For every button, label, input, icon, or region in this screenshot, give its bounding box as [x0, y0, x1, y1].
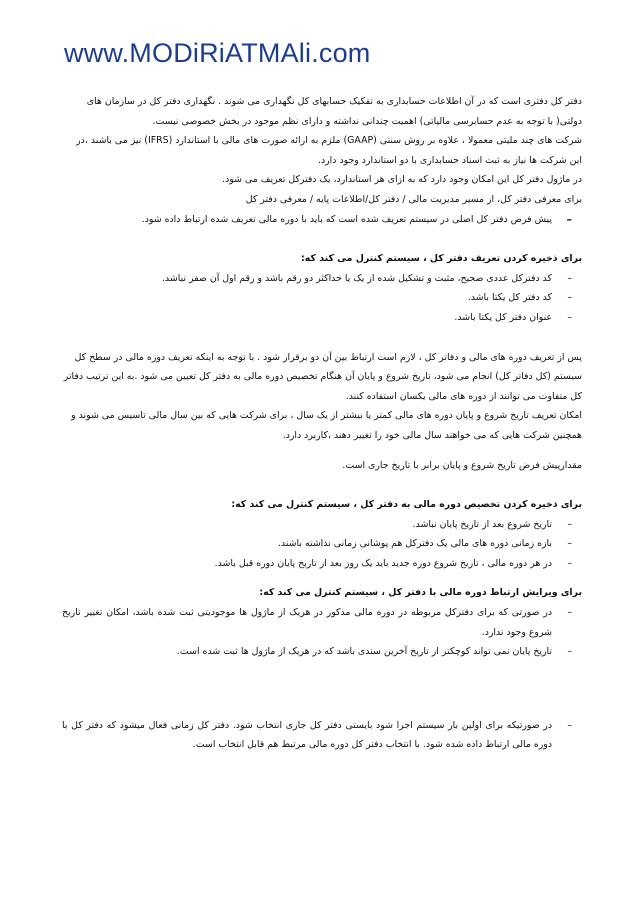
list-item — [62, 308, 582, 328]
list-item — [62, 288, 582, 308]
closing-note: در صورتیکه برای اولین بار سیستم اجرا شود بایستی دفتر کل جاری انتخاب شود. دفتر کل زمانی فعال میشود که دفتر کل با دوره مالی ارتباط داده شده شود. با انتخاب دفتر کل دوره مالی مرتبط هم قابل انتخاب است. — [62, 719, 552, 751]
bullet-dash-icon: – — [567, 311, 572, 323]
bullet-dash-icon: – — [567, 557, 572, 569]
bullet-dash-icon: – — [567, 538, 572, 550]
periods-line: کل متفاوت می توانند از دوره های مالی یکسان استفاده کنند. — [345, 390, 582, 402]
bullet-dash-icon: – — [566, 212, 572, 226]
define-checks-list — [62, 269, 582, 328]
bullet-dash-icon: – — [567, 518, 572, 530]
list-item — [62, 642, 582, 662]
list-item-text: تاریخ شروع بعد از تاریخ پایان نباشد. — [412, 518, 552, 530]
list-item-text: در هر دوره مالی ، تاریخ شروع دوره جدید باید یک روز بعد از تاریخ پایان دوره قبل باشد. — [214, 557, 552, 569]
list-item-text: بازه زمانی دوره های مالی یک دفترکل هم پوشانی زمانی نداشته باشند. — [277, 538, 552, 550]
list-item — [62, 210, 582, 230]
list-item — [62, 515, 582, 535]
list-item — [62, 603, 582, 642]
edit-checks-list — [62, 603, 582, 662]
list-item-text: در صورتی که برای دفترکل مربوطه در دوره مالی مذکور در هریک از ماژول ها موجودیتی ثبت شده باشد، امکان تغییر تاریخ شروع وجود ندارد. — [62, 607, 552, 638]
intro-line: در ماژول دفتر کل این امکان وجود دارد که به ازای هر استاندارد، یک دفترکل تعریف می شود. — [222, 174, 582, 186]
periods-line: پس از تعریف دوره های مالی و دفاتر کل ، لازم است ارتباط بین آن دو برقرار شود . با توجه به اینکه تعریف دوره مالی در سطح کل — [74, 351, 582, 363]
document-body — [62, 92, 582, 755]
list-item — [62, 554, 582, 574]
periods-line: همچنین شرکت هایی که می خواهند سال مالی خود را تغییر دهند ،کاربرد دارد. — [282, 429, 582, 441]
intro-line: برای معرفی دفتر کل، از مسیر مدیریت مالی / دفتر کل/اطلاعات پایه / معرفی دفتر کل — [245, 193, 582, 205]
intro-line: دفتر کل دفتری است که در آن اطلاعات حسابداری به تفکیک حسابهای کل نگهداری می شوند . نگهداری دفتر کل در سازمان های — [86, 96, 582, 107]
list-item — [62, 269, 582, 289]
intro-note-list — [62, 210, 582, 230]
intro-note: پیش فرض دفتر کل اصلی در سیستم تعریف شده است که باید با دوره مالی تعریف شده ارتباط داده شود. — [141, 213, 552, 225]
intro-line: شرکت های چند ملیتی معمولا ، علاوه بر روش سنتی (GAAP) ملزم به ارائه صورت های مالی با استاندارد (IFRS) نیز می باشند ،در — [76, 135, 582, 147]
intro-line: این شرکت ها نیاز به ثبت اسناد حسابداری با دو استاندارد وجود دارد. — [318, 154, 582, 166]
list-item — [62, 716, 582, 755]
list-item-text: کد دفتر کل یکتا باشد. — [467, 292, 552, 304]
list-item-text: عنوان دفتر کل یکتا باشد. — [454, 311, 552, 323]
site-url[interactable]: www.MODiRiATMAli.com — [64, 38, 371, 68]
list-item — [62, 534, 582, 554]
bullet-dash-icon: – — [567, 292, 572, 304]
bullet-dash-icon: – — [567, 607, 572, 619]
intro-line: دولتی( با توجه به عدم حسابرسی مالیاتی) اهمیت چندانی نداشته و دارای نظم موجود در بخش خصوصی نیست. — [152, 115, 582, 127]
bullet-dash-icon: – — [567, 646, 572, 658]
periods-line: سیستم (کل دفاتر کل) انجام می شود، تاریخ شروع و پایان آن هنگام تخصیص دوره مالی به دفتر کل تعیین می شود .به این ترتیب دفاتر — [63, 371, 582, 383]
section-heading-define: برای ذخیره کردن تعریف دفتر کل ، سیستم کنترل می کند که: — [301, 253, 582, 265]
section-heading-assign: برای ذخیره کردن تخصیص دوره مالی به دفتر کل ، سیستم کنترل می کند که: — [231, 499, 582, 511]
assign-checks-list — [62, 515, 582, 574]
periods-line: امکان تعریف تاریخ شروع و پایان دوره های مالی کمتر یا بیشتر از یک سال ، برای شرکت هایی که بین سال مالی تاسیس می شوند و — [71, 410, 582, 422]
section-heading-edit: برای ویرایش ارتباط دوره مالی با دفتر کل ، سیستم کنترل می کند که: — [259, 587, 582, 599]
list-item-text: کد دفترکل عددی صحیح، مثبت و تشکیل شده از یک یا حداکثر دو رقم باشد و رقم اول آن صفر نباشد. — [161, 272, 552, 284]
closing-note-list — [62, 716, 582, 755]
list-item-text: تاریخ پایان نمی تواند کوچکتر از تاریخ آخرین سندی باشد که در هریک از ماژول ها ثبت شده است. — [176, 646, 552, 658]
bullet-dash-icon: – — [567, 272, 572, 284]
bullet-dash-icon: – — [567, 719, 572, 731]
default-date-line: مقدارپیش فرض تاریخ شروع و پایان برابر با تاریخ جاری است. — [342, 459, 582, 471]
